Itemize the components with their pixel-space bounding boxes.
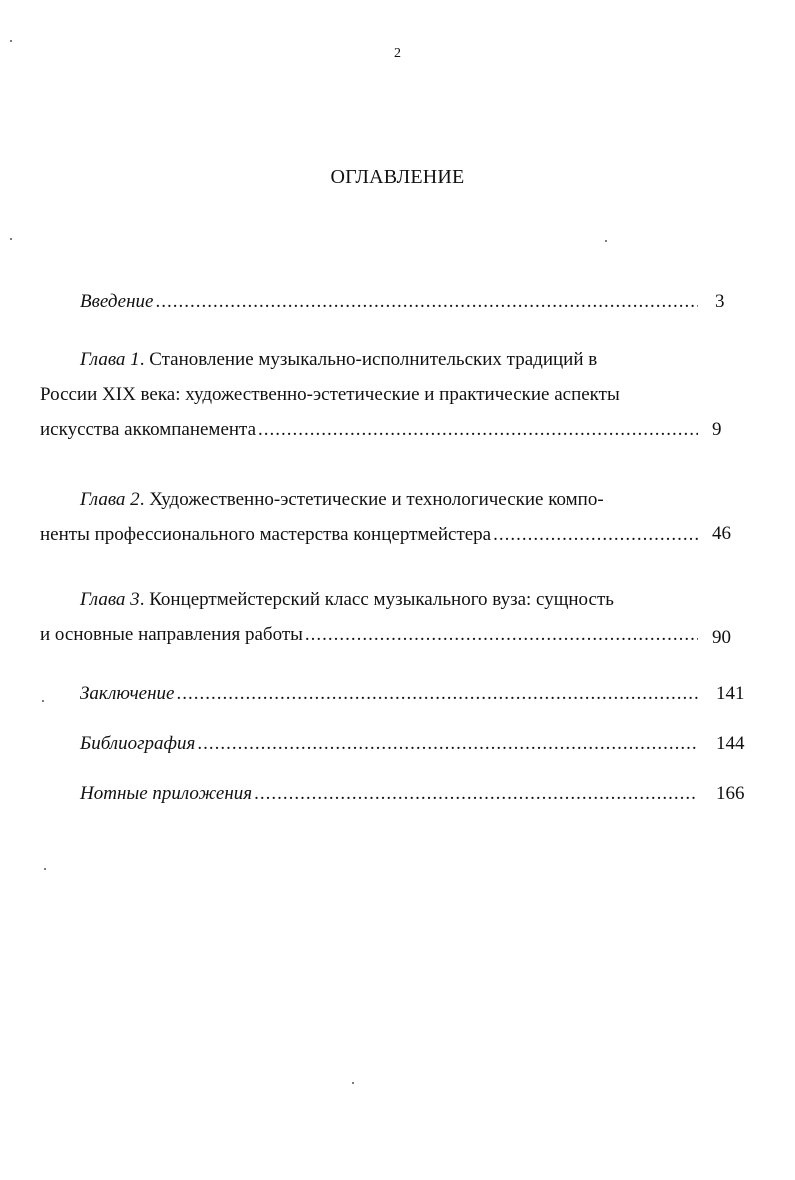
toc-ch1-line3: искусства аккомпанемента (40, 419, 257, 440)
scan-speck (44, 868, 46, 870)
toc-entry-chapter-2[interactable] (40, 482, 700, 552)
toc-ch2-page: 46 (712, 523, 731, 544)
toc-intro-label: Введение (80, 291, 154, 312)
toc-intro-page: 3 (715, 291, 725, 312)
toc-entry-bibliography[interactable] (40, 726, 700, 761)
page-title: ОГЛАВЛЕНИЕ (330, 166, 465, 188)
toc-ch1-prefix: Глава 1 (80, 349, 140, 370)
toc-entry-intro[interactable] (40, 284, 700, 319)
toc-ch3-line2: и основные направления работы (40, 624, 303, 645)
scan-speck (605, 240, 607, 242)
scan-speck (10, 40, 12, 42)
scan-speck (10, 238, 12, 240)
toc-ch1-page: 9 (712, 419, 722, 440)
toc-ch3-line1: . Концертмейстерский класс музыкального вуза: сущность (139, 589, 614, 610)
toc-appendix-page: 166 (716, 783, 745, 804)
toc-appendix-label: Нотные приложения (80, 783, 253, 804)
toc-ch2-line1: . Художественно-эстетические и технологические компо- (139, 489, 604, 510)
toc-ch1-line2: России XIX века: художественно-эстетические и практические аспекты (40, 384, 620, 405)
toc-ch3-page: 90 (712, 627, 731, 648)
toc-conclusion-label: Заключение (80, 683, 175, 704)
toc-conclusion-page: 141 (716, 683, 745, 704)
toc-bibliography-page: 144 (716, 733, 745, 754)
toc-entry-appendix[interactable] (40, 776, 700, 811)
toc-entry-chapter-1[interactable] (40, 342, 700, 447)
scan-speck (42, 700, 44, 702)
toc-entry-conclusion[interactable] (40, 676, 700, 711)
toc-entry-chapter-3[interactable] (40, 582, 700, 652)
leader-dots (305, 617, 698, 652)
toc-ch3-prefix: Глава 3 (80, 589, 140, 610)
leader-dots (197, 726, 698, 761)
toc-bibliography-label: Библиография (80, 733, 196, 754)
toc-ch2-prefix: Глава 2 (80, 489, 140, 510)
leader-dots (254, 776, 698, 811)
leader-dots (176, 676, 698, 711)
toc-ch2-line2: ненты профессионального мастерства концертмейстера (40, 524, 492, 545)
scan-speck (352, 1082, 354, 1084)
toc-ch1-line1: . Становление музыкально-исполнительских традиций в (139, 349, 598, 370)
page-number: 2 (394, 46, 401, 61)
leader-dots (258, 412, 698, 447)
leader-dots (493, 517, 698, 552)
leader-dots (155, 284, 698, 319)
